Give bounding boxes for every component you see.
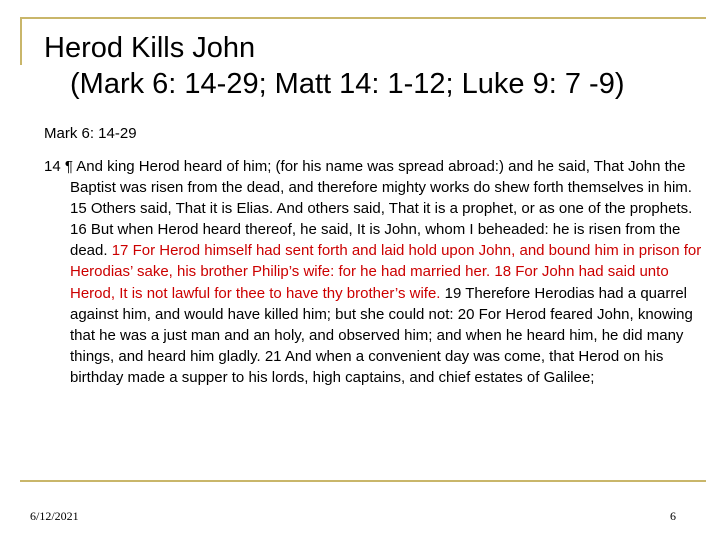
scripture-reference: Mark 6: 14-29 <box>44 125 137 142</box>
top-rule <box>20 17 706 19</box>
slide-title <box>44 30 694 102</box>
highlighted-text: 17 For Herod himself had sent forth and laid hold upon John, and bound him in prison for Herodias’ sake, his brother Philip’s wife: for he had married her. 18 For John had said unto Herod, It is not lawful for thee to have thy brother’s wife. <box>70 242 702 302</box>
bottom-rule <box>20 480 706 482</box>
left-rule <box>20 17 22 65</box>
text-segment-3: 19 Therefore Herodias had a quarrel against him, and would have killed him; but she could not: 20 For Herod feared John, knowing that he was a just man and an holy, and observed him; and when he heard him, he did many things, and heard him gladly. 21 And when a convenient day was come, that Herod on his birthday made a supper to his lords, high captains, and chief estates of Galilee; <box>70 284 693 386</box>
title-line-1: Herod Kills John <box>44 32 256 64</box>
text-segment-1: 14 ¶ And king Herod heard of him; (for his name was spread abroad:) and he said, That John the Baptist was risen from the dead, and therefore mighty works do shew forth themselves in him. 15 Others said, That it is Elias. And others said, That it is a prophet, or as one of the prophets. 16 But when Herod heard thereof, he said, It is John, whom I beheaded: he is risen from the dead. <box>44 158 693 260</box>
footer-date: 6/12/2021 <box>30 509 79 523</box>
page-number: 6 <box>670 509 676 523</box>
title-line-2: (Mark 6: 14-29; Matt 14: 1-12; Luke 9: 7 -9) <box>70 68 625 100</box>
scripture-text <box>44 156 710 388</box>
